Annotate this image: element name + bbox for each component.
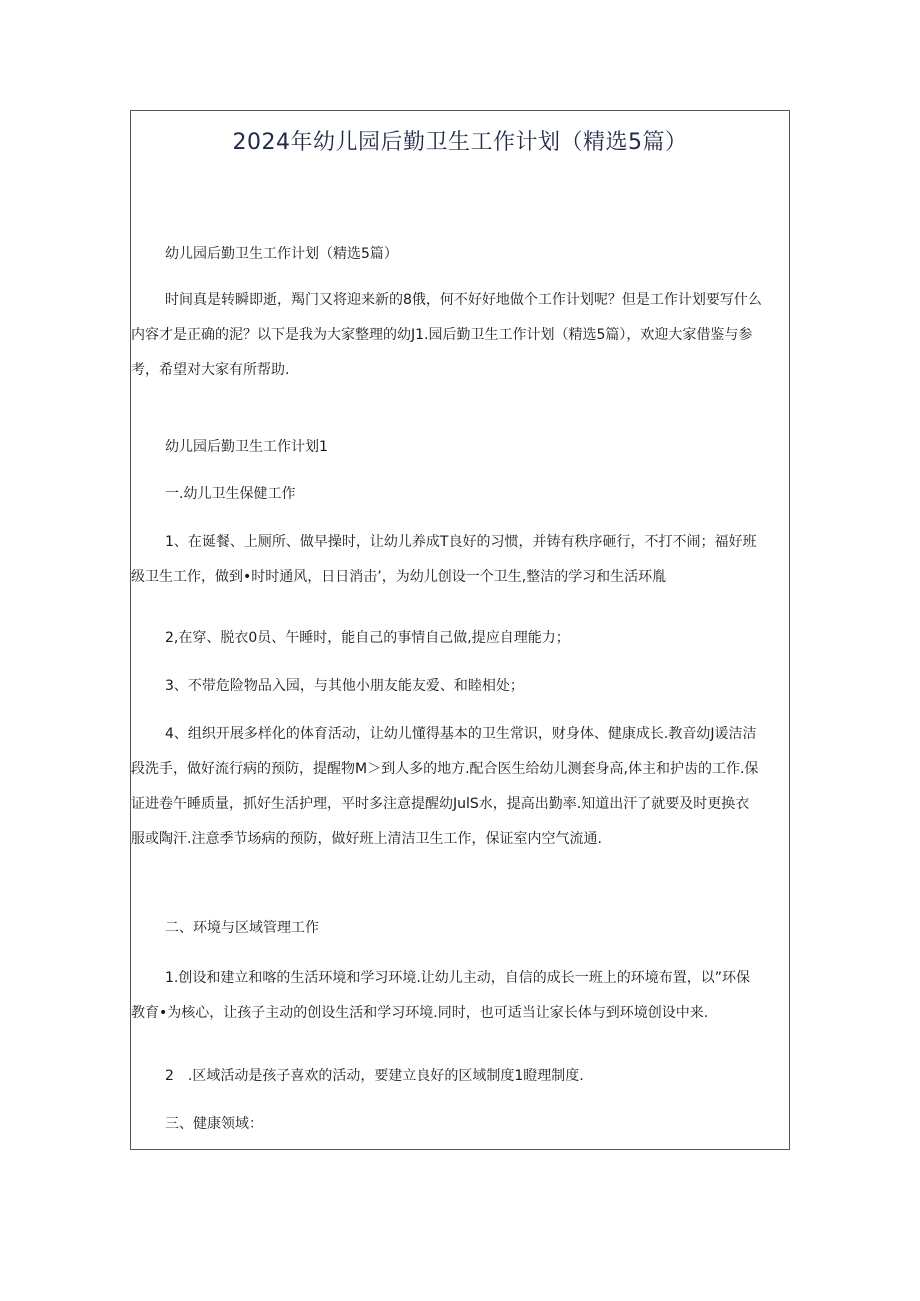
item-4-line-1: 4、组织开展多样化的体育活动，让幼儿懂得基本的卫生常识，财身体、健康成长.教音幼J谖洁洁 xyxy=(165,726,757,742)
item-1-paragraph xyxy=(131,525,765,595)
section-1-heading: 一.幼儿卫生保健工作 xyxy=(165,486,296,502)
section-2-item-1-line-1: 1.创设和建立和喀的生活环境和学习环境.让幼儿主动，自信的成长一班上的环境布置，以”环保 xyxy=(165,970,751,986)
document-page xyxy=(130,110,790,1150)
item-4-paragraph xyxy=(131,717,765,857)
section-2-item-2-paragraph: 2 .区域活动是孩子喜欢的活动，要建立良好的区域制度1瞪理制度. xyxy=(165,1068,584,1084)
document-subtitle: 幼儿园后勤卫生工作计划（精选5篇） xyxy=(165,246,398,262)
plan-heading: 幼儿园后勤卫生工作计划1 xyxy=(165,439,328,455)
item-1-line-1: 1、在诞餐、上厕所、做早操时，让幼儿养成T良好的习惯，并铸有秩序砸行，不打不闹；福好班 xyxy=(165,534,757,550)
section-2-item-1-line-2: 教育•为核心，让孩子主动的创设生活和学习环境.同时，也可适当让家长体与到环境创设中来. xyxy=(131,1005,709,1021)
section-2-heading: 二、环境与区域管理工作 xyxy=(165,920,319,936)
item-4-line-4: 服或陶汗.注意季节场病的预防，做好班上清洁卫生工作，保证室内空气流通. xyxy=(131,831,602,847)
item-1-line-2: 级卫生工作，做到•时时通风，日日消击’，为幼儿创设一个卫生,整洁的学习和生活环胤 xyxy=(131,569,667,585)
item-2-paragraph: 2,在穿、脱衣0员、午睡时，能自己的事情自己做,提应自理能力； xyxy=(165,630,570,646)
item-4-line-2: 段洗手，做好流行病的预防，提醒物M＞到人多的地方.配合医生给幼儿测套身高,体主和护齿的工作.保 xyxy=(131,761,759,777)
intro-line-2: 内容才是正确的泥？以下是我为大家整理的幼J1.园后勤卫生工作计划（精选5篇），欢迎大家借鉴与参 xyxy=(131,327,753,343)
intro-line-3: 考，希望对大家有所帮助. xyxy=(131,362,290,378)
intro-line-1: 时间真是转瞬即逝，羯门又将迎来新的8俄，何不好好地做个工作计划呢？但是工作计划要写什么 xyxy=(165,292,762,308)
intro-paragraph xyxy=(131,283,765,388)
item-3-paragraph: 3、不带危险物品入园，与其他小朋友能友爱、和睦相处； xyxy=(165,678,524,694)
document-title: 2024年幼儿园后勤卫生工作计划（精选5篇） xyxy=(232,130,688,155)
section-2-item-1-paragraph xyxy=(131,961,765,1031)
section-3-heading: 三、健康领域： xyxy=(165,1116,263,1132)
item-4-line-3: 证进卷午睡质量，抓好生活护理，平时多注意提醒幼JulS水，提高出勤率.知道出汗了就要及时更换衣 xyxy=(131,796,750,812)
